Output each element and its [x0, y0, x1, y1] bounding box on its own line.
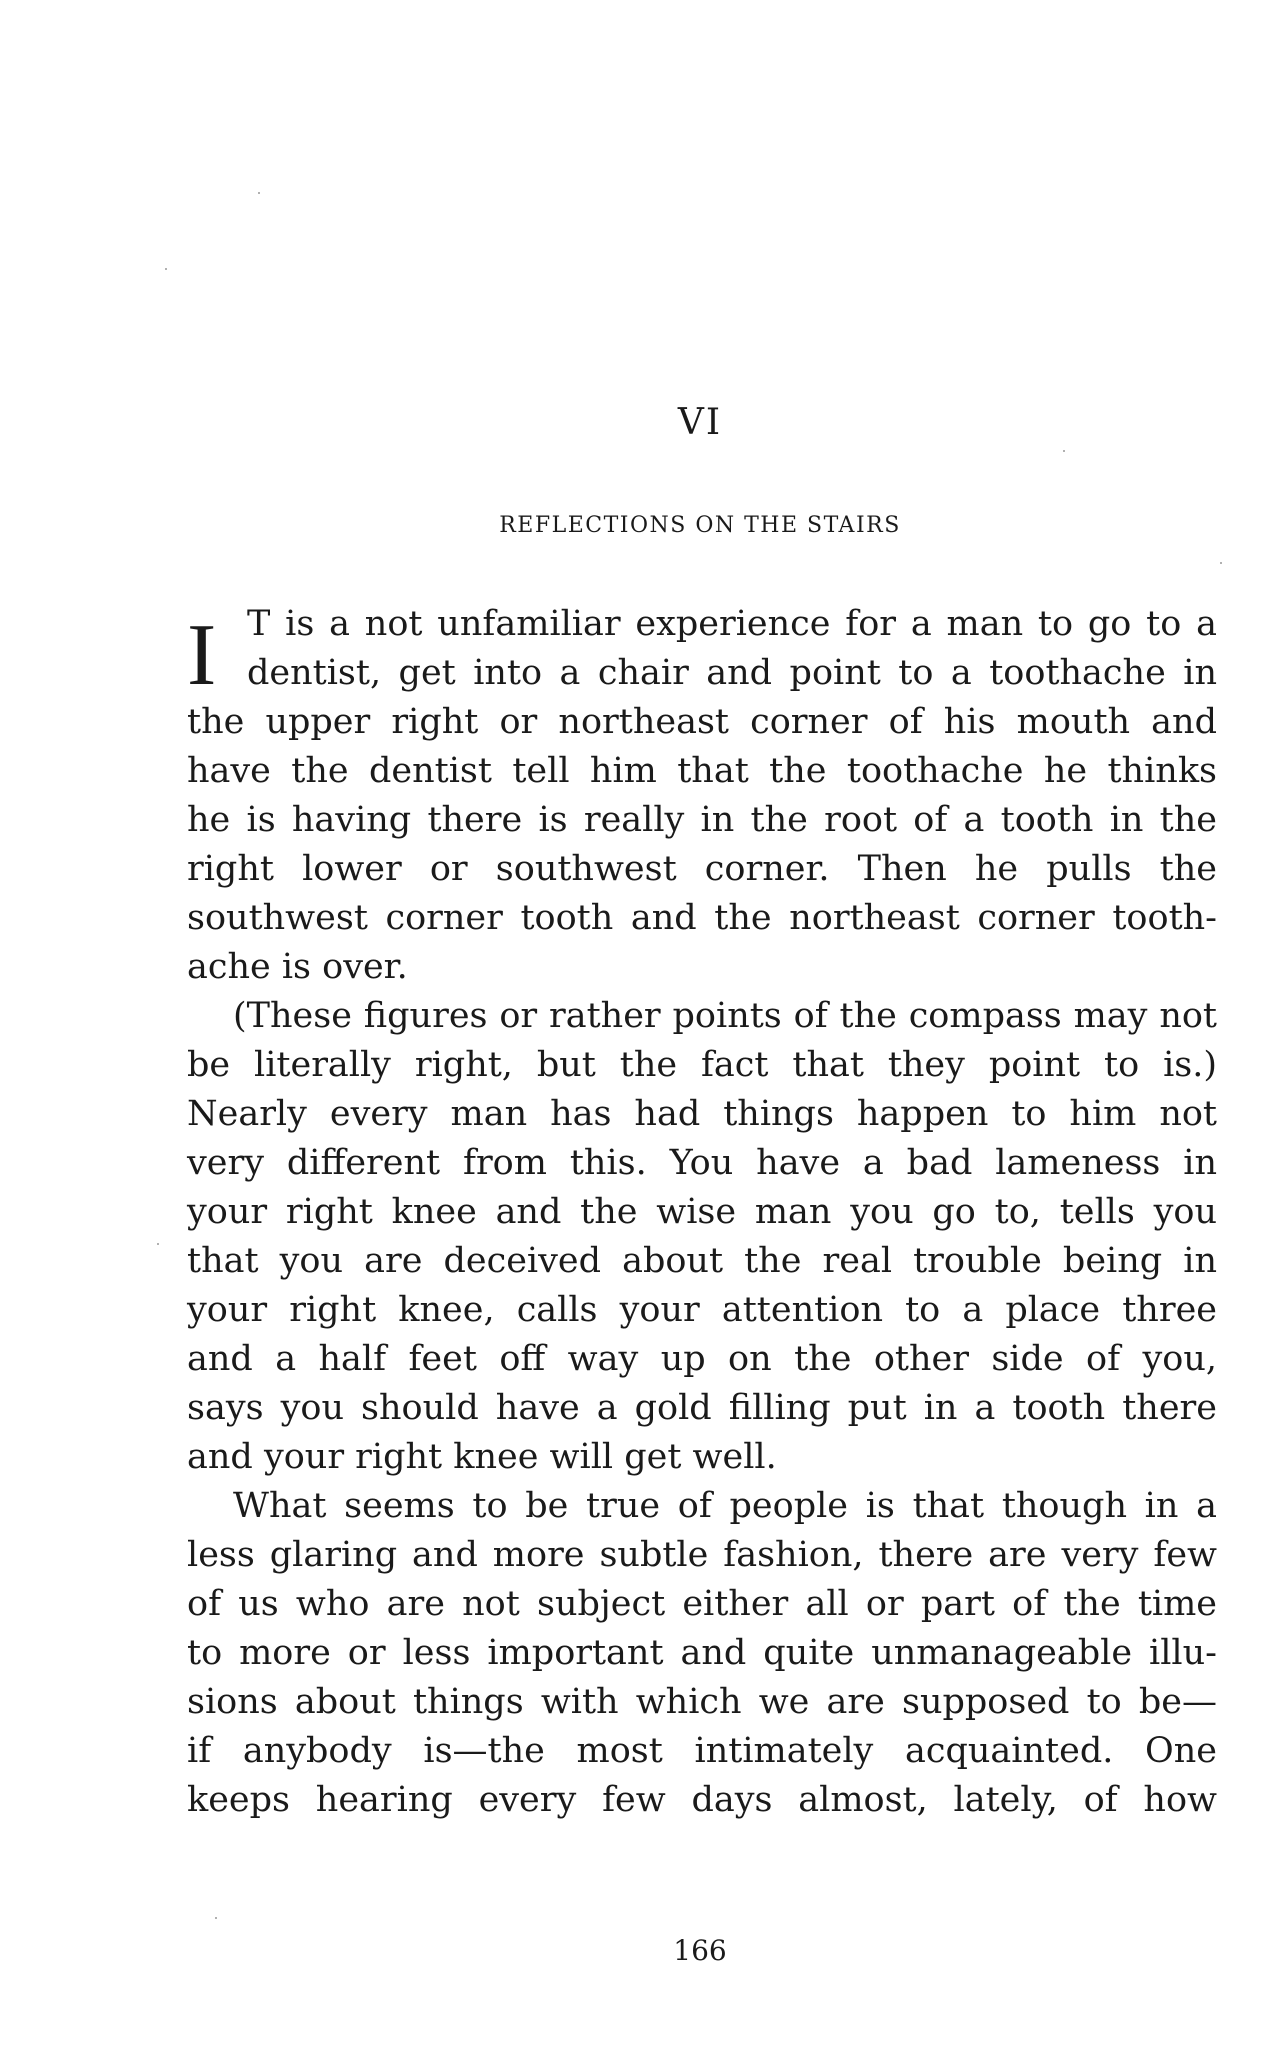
chapter-title: REFLECTIONS ON THE STAIRS [499, 513, 901, 538]
chapter-number: VI [677, 402, 723, 443]
text-line: your right knee, calls your attention to a place three [187, 1290, 1217, 1330]
text-line: of us who are not subject either all or part of the time [187, 1584, 1217, 1624]
scan-speck [1063, 450, 1065, 452]
text-line: that you are deceived about the real trouble being in [187, 1241, 1217, 1281]
paragraph [187, 600, 1217, 992]
body-text [187, 600, 1217, 1825]
page-number: 166 [673, 1934, 727, 1967]
paragraph [187, 992, 1217, 1482]
text-line: sions about things with which we are supposed to be— [187, 1682, 1217, 1722]
text-line: to more or less important and quite unmanageable illu- [187, 1633, 1217, 1673]
text-line: and your right knee will get well. [187, 1437, 777, 1477]
text-line: says you should have a gold filling put in a tooth there [187, 1388, 1217, 1428]
text-line: very different from this. You have a bad lameness in [187, 1143, 1217, 1183]
text-line: the upper right or northeast corner of his mouth and [187, 702, 1217, 742]
text-line: Nearly every man has had things happen to him not [187, 1094, 1217, 1134]
text-line: keeps hearing every few days almost, lately, of how [187, 1780, 1217, 1820]
text-line: southwest corner tooth and the northeast corner tooth- [187, 898, 1217, 938]
text-line: dentist, get into a chair and point to a toothache in [247, 653, 1217, 693]
text-line: be literally right, but the fact that they point to is.) [187, 1045, 1217, 1085]
text-line: your right knee and the wise man you go to, tells you [187, 1192, 1217, 1232]
text-line: he is having there is really in the root of a tooth in the [187, 800, 1217, 840]
scan-speck [1220, 562, 1222, 564]
scan-speck [165, 268, 167, 270]
text-line: What seems to be true of people is that though in a [233, 1486, 1217, 1526]
text-line: right lower or southwest corner. Then he pulls the [187, 849, 1217, 889]
paragraph [187, 1482, 1217, 1825]
drop-cap: I [187, 607, 217, 704]
text-line: (These figures or rather points of the compass may not [233, 996, 1217, 1036]
text-line: and a half feet off way up on the other side of you, [187, 1339, 1217, 1379]
scan-speck [157, 1243, 159, 1245]
scan-speck [258, 192, 260, 194]
text-line: have the dentist tell him that the toothache he thinks [187, 751, 1217, 791]
scan-speck [215, 1917, 217, 1919]
text-line: less glaring and more subtle fashion, there are very few [187, 1535, 1217, 1575]
text-line: I T is a not unfamiliar experience for a man to go to a [187, 604, 1217, 704]
text-line: ache is over. [187, 947, 408, 987]
text-line: if anybody is—the most intimately acquainted. One [187, 1731, 1217, 1771]
